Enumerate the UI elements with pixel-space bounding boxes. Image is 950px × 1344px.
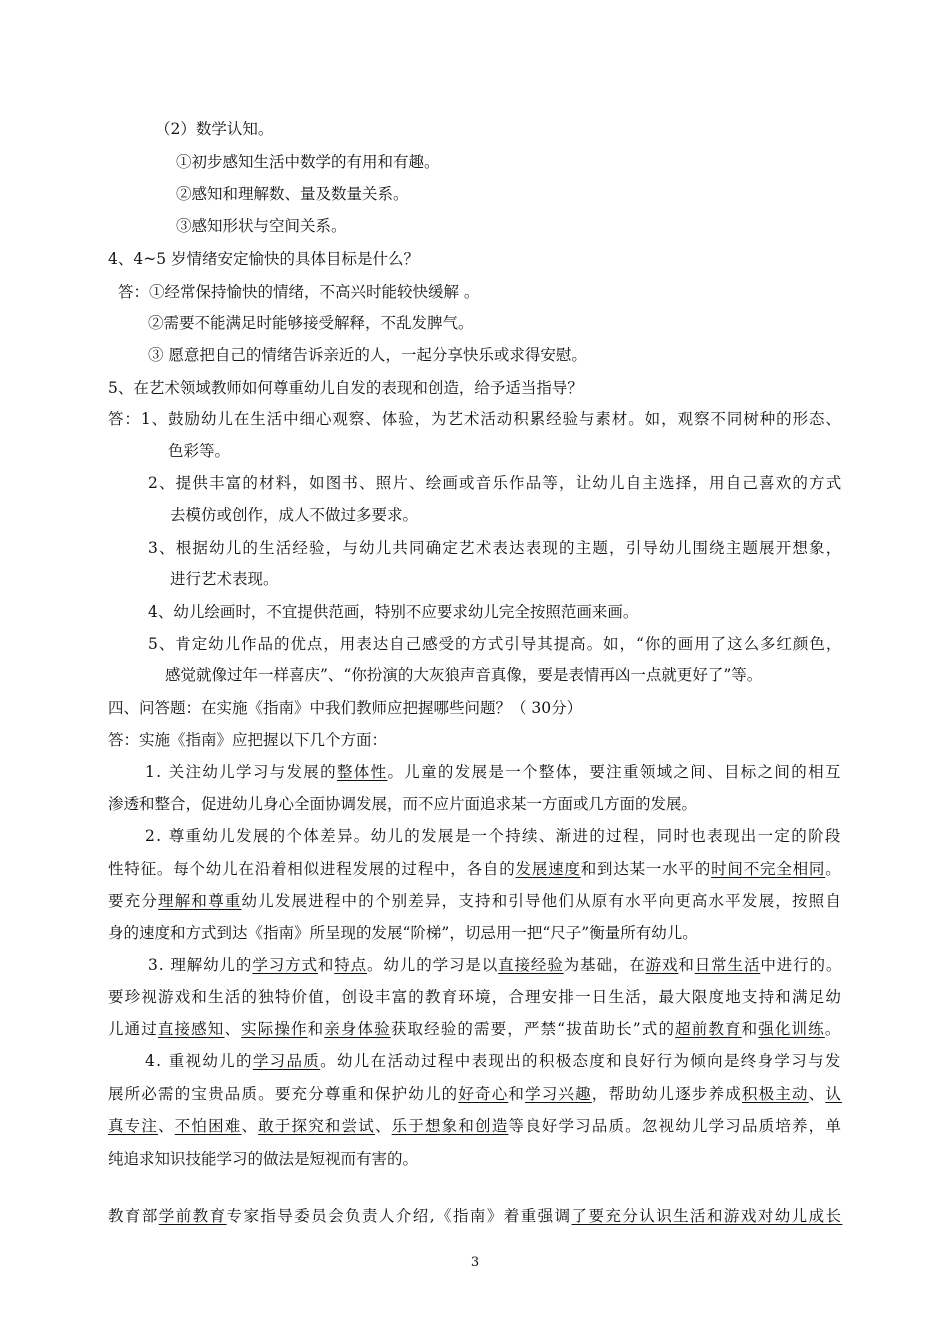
text-run: 2、提供丰富的材料，如图书、照片、绘画或音乐作品等，让幼儿自主选择，用自己喜欢的方式 (148, 474, 843, 492)
text-run: 和 (317, 956, 335, 974)
text-line (176, 215, 347, 237)
text-run: ③ 愿意把自己的情绪告诉亲近的人，一起分享快乐或求得安慰。 (148, 346, 587, 364)
text-run: 性特征。每个幼儿在沿着相似进程发展的过程中，各自的 (108, 860, 516, 878)
text-line (148, 601, 638, 623)
underlined-term: 特点 (334, 956, 368, 974)
text-line (170, 568, 279, 590)
text-run: 渗透和整合，促进幼儿身心全面协调发展，而不应片面追求某一方面或几方面的发展。 (108, 795, 698, 813)
text-run: ③感知形状与空间关系。 (176, 217, 347, 235)
text-run: 和 (508, 1085, 526, 1103)
underlined-term: 发展速度 (515, 860, 581, 878)
text-run: 4、幼儿绘画时，不宜提供范画，特别不应要求幼儿完全按照范画来画。 (148, 603, 639, 621)
text-run: 。幼儿在活动过程中表现出的积极态度和良好行为倾向是终身学习与发 (320, 1052, 842, 1070)
text-run: 感觉就像过年一样喜庆”、“你扮演的大灰狼声音真像，要是表情再凶一点就更好了”等。 (165, 666, 763, 684)
text-run: 2. 尊重幼儿发展的个体差异。幼儿的发展是一个持续、渐进的过程，同时也表现出一定的阶段 (145, 827, 842, 845)
text-line (145, 761, 842, 783)
text-run: 、 (224, 1020, 242, 1038)
text-run: 答：1、鼓励幼儿在生活中细心观察、体验，为艺术活动积累经验与素材。如，观察不同树种的形态、 (108, 410, 842, 428)
text-line (108, 1205, 842, 1227)
text-run: 3、根据幼儿的生活经验，与幼儿共同确定艺术表达表现的主题，引导幼儿围绕主题展开想象， (148, 539, 843, 557)
text-run: 1. 关注幼儿学习与发展的 (145, 763, 337, 781)
underlined-term: 亲身体验 (324, 1020, 391, 1038)
text-line (155, 118, 273, 140)
text-run: 专家指导委员会负责人介绍,《指南》着重强调 (226, 1207, 572, 1225)
text-line (148, 954, 842, 976)
underlined-term: 学前教育 (158, 1207, 227, 1225)
text-run: 答：①经常保持愉快的情绪，不高兴时能较快缓解 。 (118, 283, 480, 301)
underlined-term: 超前教育 (675, 1020, 742, 1038)
underlined-term: 日常生活 (694, 956, 761, 974)
text-run: 幼儿发展进程中的个别差异，支持和引导他们从原有水平向更高水平发展，按照自 (241, 892, 843, 910)
underlined-term: 乐于想象和创造 (391, 1117, 509, 1135)
text-run: 和 (307, 1020, 325, 1038)
text-line (148, 312, 474, 334)
text-run: 展所必需的宝贵品质。要充分尊重和保护幼儿的 (108, 1085, 459, 1103)
underlined-term: 积极主动 (741, 1085, 809, 1103)
text-line (108, 1083, 842, 1105)
text-run: 等良好学习品质。忽视幼儿学习品质培养，单 (508, 1117, 843, 1135)
text-run: 要珍视游戏和生活的独特价值，创设丰富的教育环境，合理安排一日生活，最大限度地支持和满足幼 (108, 988, 843, 1006)
text-run: ，帮助幼儿逐步养成 (591, 1085, 742, 1103)
underlined-term: 学习品质 (252, 1052, 321, 1070)
text-line (108, 890, 842, 912)
text-line (145, 825, 842, 847)
underlined-term: 时间不完全相同 (711, 860, 826, 878)
text-run: 4、4~5 岁情绪安定愉快的具体目标是什么？ (108, 250, 420, 268)
text-run: 进行艺术表现。 (170, 570, 279, 588)
text-line (108, 922, 698, 944)
text-run: 3. 理解幼儿的 (148, 956, 253, 974)
text-run: 获取经验的需要，严禁“拔苗助长”式的 (390, 1020, 676, 1038)
text-run: 、 (808, 1085, 826, 1103)
underlined-term: 不怕困难 (174, 1117, 242, 1135)
text-line (148, 344, 587, 366)
text-line (148, 537, 842, 559)
text-run: 。幼儿的学习是以 (367, 956, 499, 974)
text-run: 5、在艺术领域教师如何尊重幼儿自发的表现和创造，给予适当指导？ (108, 379, 583, 397)
underlined-term: 实际操作 (241, 1020, 308, 1038)
text-line (168, 440, 230, 462)
text-line (108, 793, 697, 815)
text-run: 答：实施《指南》应把握以下几个方面： (108, 731, 388, 749)
underlined-term: 游戏 (645, 956, 679, 974)
page-number: 3 (470, 1255, 480, 1270)
underlined-term: 认 (825, 1085, 843, 1103)
text-line (165, 664, 762, 686)
text-run: 、 (158, 1117, 175, 1135)
underlined-term: 敢于探究和尝试 (258, 1117, 375, 1135)
text-line (108, 729, 387, 751)
text-line (176, 183, 409, 205)
text-line (108, 248, 419, 270)
underlined-term: 直接感知 (157, 1020, 225, 1038)
text-run: 四、问答题：在实施《指南》中我们教师应把握哪些问题？（ 30分） (108, 699, 583, 717)
text-line (148, 633, 842, 655)
text-line (108, 697, 582, 719)
text-line (145, 1050, 842, 1072)
underlined-term: 好奇心 (458, 1085, 509, 1103)
text-line (176, 151, 440, 173)
underlined-term: 真专注 (108, 1117, 159, 1135)
text-line (118, 281, 479, 303)
underlined-term: 学习方式 (252, 956, 318, 974)
text-run: ②需要不能满足时能够接受解释，不乱发脾气。 (148, 314, 474, 332)
text-run: 、 (374, 1117, 392, 1135)
text-line (108, 377, 583, 399)
underlined-term: 整体性 (336, 763, 388, 781)
text-line (108, 408, 842, 430)
text-run: 中进行的。 (760, 956, 843, 974)
underlined-term: 了要充分认识生活和游戏对幼儿成长 (571, 1207, 843, 1225)
text-run: 。 (824, 1020, 842, 1038)
text-run: 教育部 (108, 1207, 159, 1225)
text-run: 。儿童的发展是一个整体，要注重领域之间、目标之间的相互 (387, 763, 842, 781)
text-run: 色彩等。 (168, 442, 231, 460)
text-run: 要充分 (108, 892, 159, 910)
text-line (108, 1115, 842, 1137)
text-run: 身的速度和方式到达《指南》所呈现的发展“阶梯”，切忌用一把“尺子”衡量所有幼儿。 (108, 924, 698, 942)
text-run: 和 (678, 956, 695, 974)
text-run: 、 (241, 1117, 259, 1135)
text-run: ①初步感知生活中数学的有用和有趣。 (176, 153, 440, 171)
text-run: 。 (825, 860, 842, 878)
text-run: 和到达某一水平的 (580, 860, 712, 878)
text-line (108, 858, 842, 880)
text-line (108, 1018, 841, 1040)
underlined-term: 学习兴趣 (525, 1085, 592, 1103)
text-line (148, 472, 842, 494)
text-run: 纯追求知识技能学习的做法是短视而有害的。 (108, 1150, 419, 1168)
text-line (108, 1148, 418, 1170)
text-run: 4. 重视幼儿的 (145, 1052, 253, 1070)
text-line (170, 504, 418, 526)
text-run: 和 (741, 1020, 759, 1038)
text-run: ②感知和理解数、量及数量关系。 (176, 185, 409, 203)
underlined-term: 直接经验 (498, 956, 564, 974)
underlined-term: 理解和尊重 (158, 892, 242, 910)
text-run: 5、肯定幼儿作品的优点，用表达自己感受的方式引导其提高。如，“你的画用了这么多红颜色， (148, 635, 843, 653)
text-line (108, 986, 842, 1008)
text-run: 儿通过 (108, 1020, 158, 1038)
text-run: 去模仿或创作，成人不做过多要求。 (170, 506, 419, 524)
underlined-term: 强化训练 (758, 1020, 825, 1038)
text-run: （2）数学认知。 (155, 120, 274, 138)
text-run: 为基础，在 (563, 956, 646, 974)
